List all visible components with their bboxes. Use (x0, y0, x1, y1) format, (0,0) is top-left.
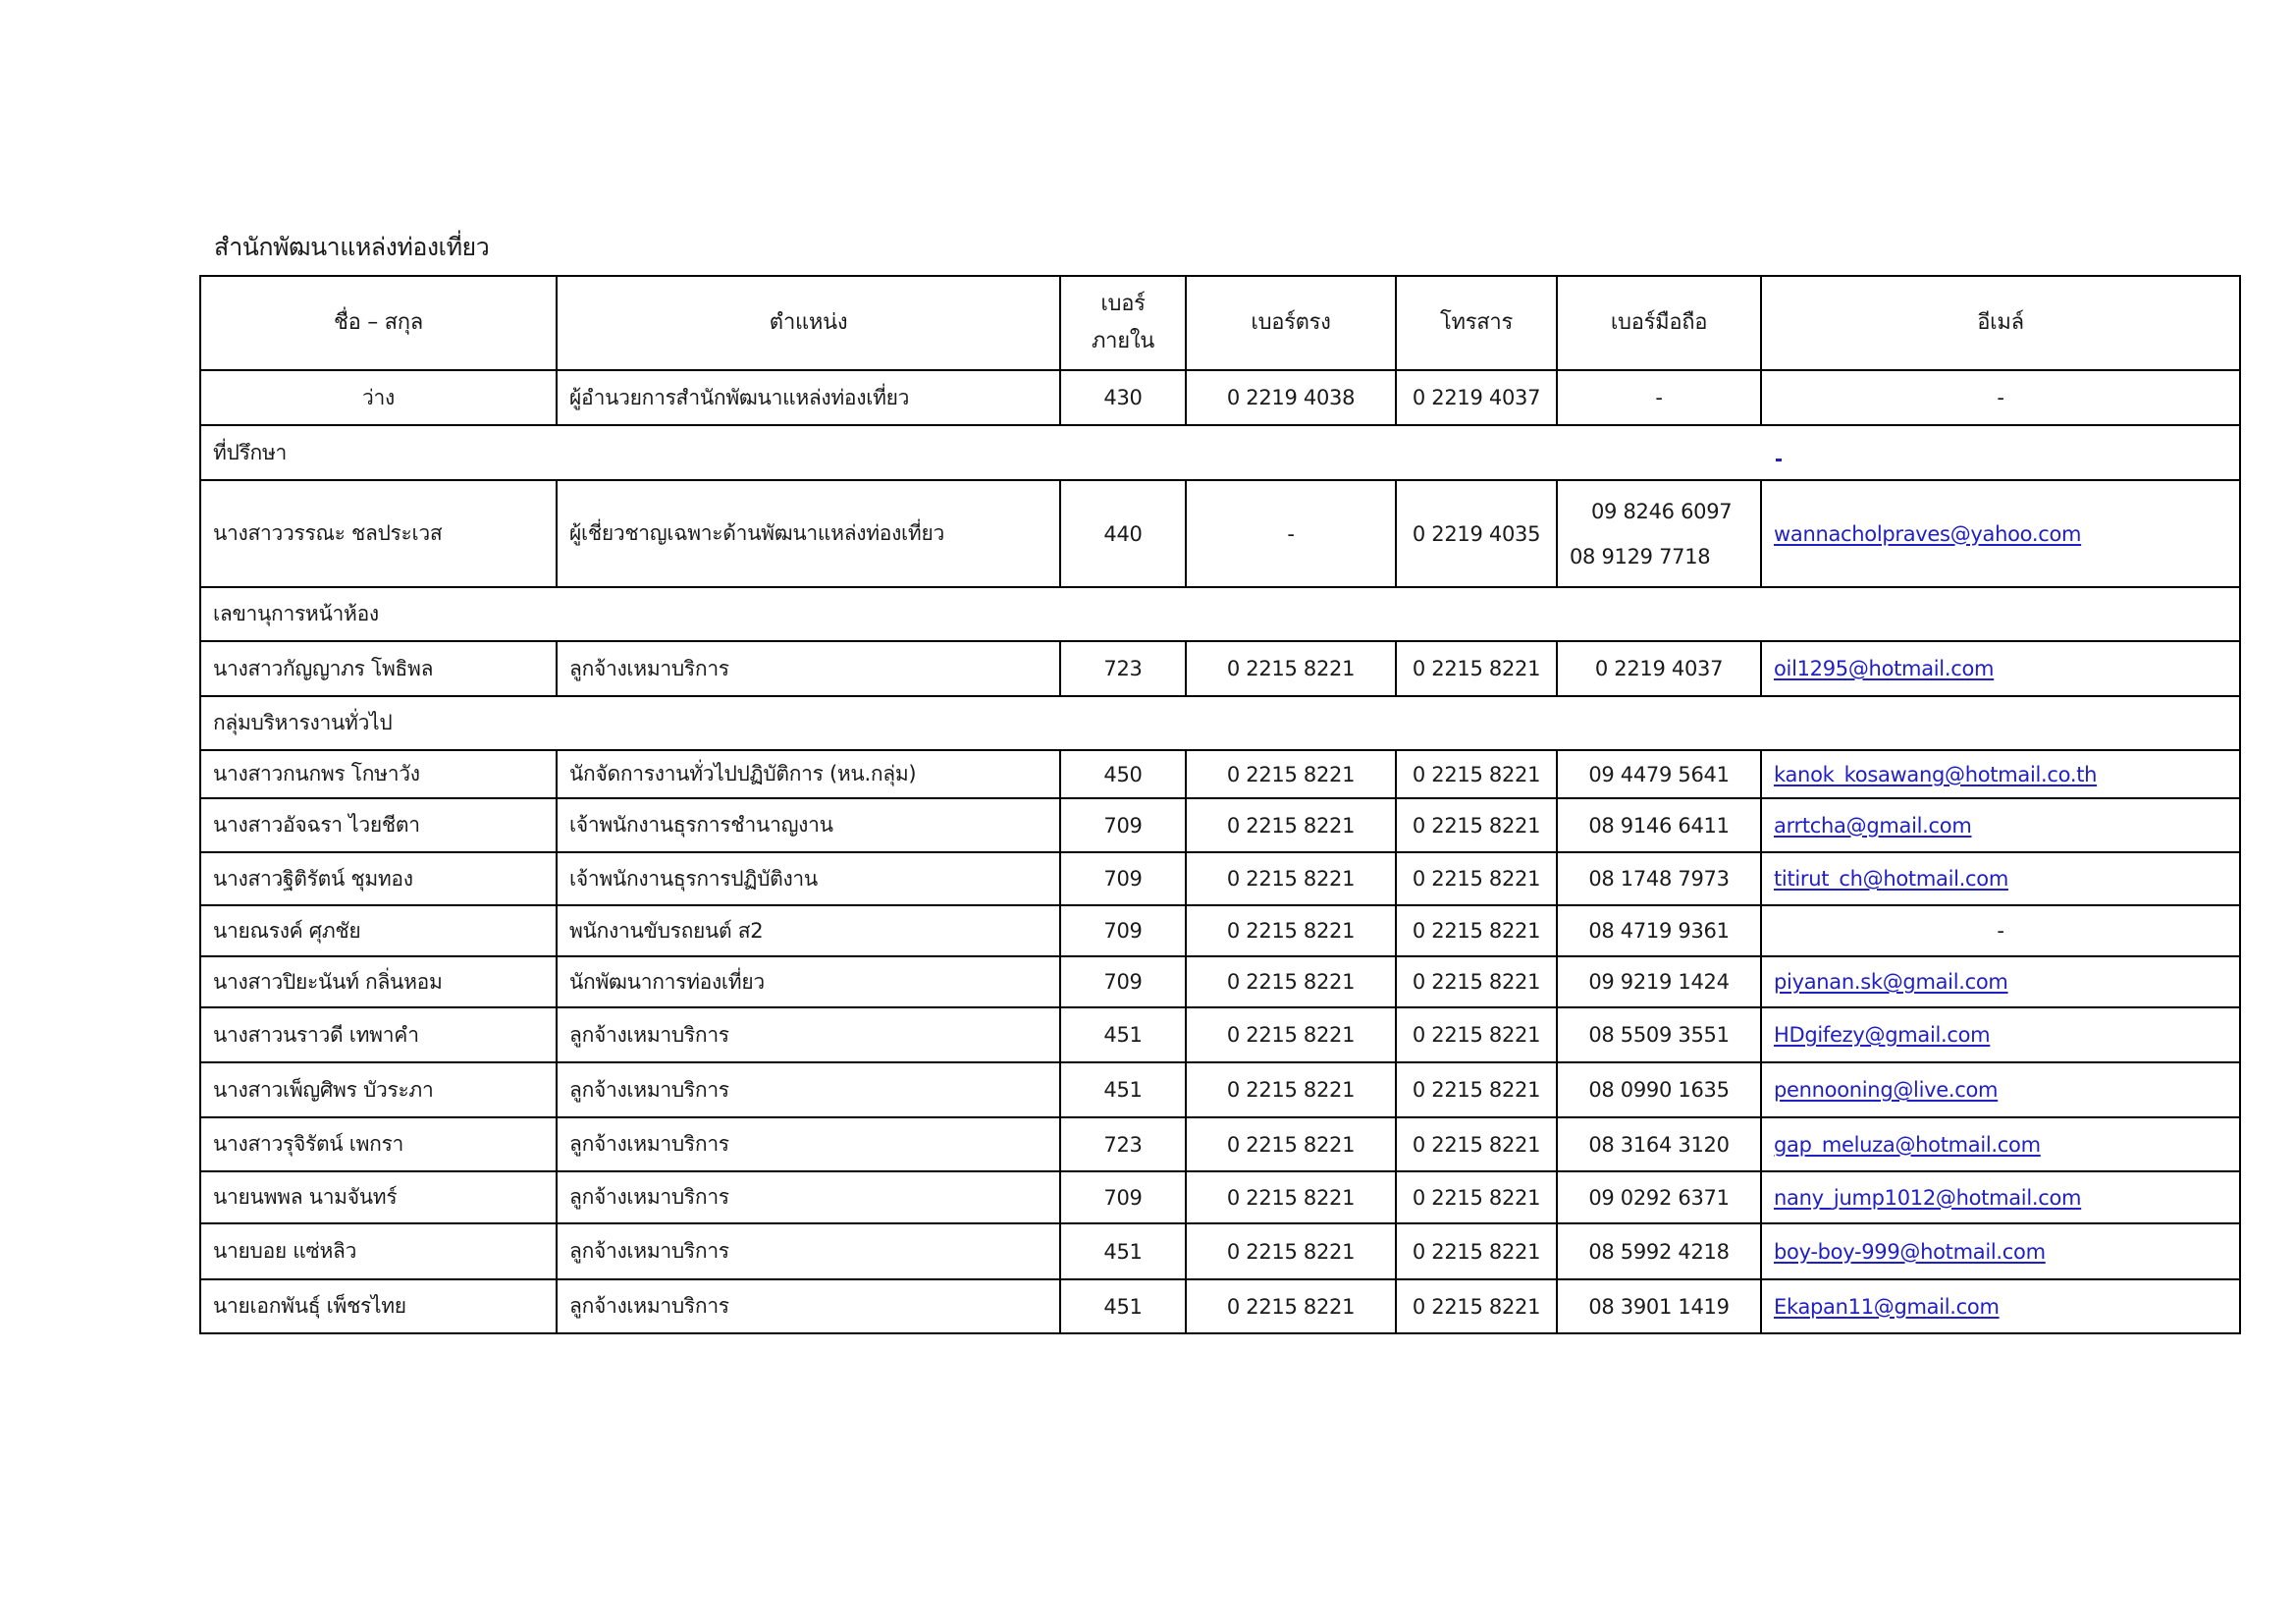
cell-extension: 709 (1060, 852, 1186, 905)
table-row (200, 1117, 2240, 1171)
cell-mobile: 0 2219 4037 (1557, 641, 1761, 696)
cell-fax: 0 2215 8221 (1396, 956, 1557, 1007)
cell-email: - (1761, 905, 2240, 956)
section-row-advisor (200, 425, 2240, 480)
header-mobile: เบอร์มือถือ (1557, 276, 1761, 370)
cell-position: ลูกจ้างเหมาบริการ (557, 1007, 1060, 1062)
cell-fax: 0 2215 8221 (1396, 905, 1557, 956)
table-row (200, 852, 2240, 905)
cell-email (1761, 1223, 2240, 1279)
cell-position: ลูกจ้างเหมาบริการ (557, 1223, 1060, 1279)
cell-direct: 0 2215 8221 (1186, 1223, 1396, 1279)
cell-position: ผู้อำนวยการสำนักพัฒนาแหล่งท่องเที่ยว (557, 370, 1060, 425)
cell-position: ลูกจ้างเหมาบริการ (557, 1279, 1060, 1333)
cell-direct: 0 2215 8221 (1186, 956, 1396, 1007)
cell-fax: 0 2215 8221 (1396, 1279, 1557, 1333)
header-row (200, 276, 2240, 370)
email-link[interactable]: titirut_ch@hotmail.com (1774, 867, 2008, 891)
cell-email (1761, 1007, 2240, 1062)
table-row (200, 750, 2240, 798)
section-label: กลุ่มบริหารงานทั่วไป (200, 696, 2240, 750)
cell-name: นายบอย แซ่หลิว (200, 1223, 557, 1279)
cell-direct: 0 2215 8221 (1186, 750, 1396, 798)
cell-direct: - (1186, 480, 1396, 587)
cell-email (1761, 1117, 2240, 1171)
page-title: สำนักพัฒนาแหล่งท่องเที่ยว (214, 233, 490, 261)
email-link[interactable]: Ekapan11@gmail.com (1774, 1294, 2000, 1319)
header-extension-line1: เบอร์ (1100, 292, 1146, 316)
cell-mobile: 09 9219 1424 (1557, 956, 1761, 1007)
cell-name: นางสาวปิยะนันท์ กลิ่นหอม (200, 956, 557, 1007)
cell-name: นางสาวกัญญาภร โพธิพล (200, 641, 557, 696)
table-row (200, 1279, 2240, 1333)
cell-name: นางสาวรุจิรัตน์ เพกรา (200, 1117, 557, 1171)
cell-fax: 0 2219 4035 (1396, 480, 1557, 587)
cell-mobile: 08 5509 3551 (1557, 1007, 1761, 1062)
cell-name: นางสาวฐิติรัตน์ ชุมทอง (200, 852, 557, 905)
table-row (200, 905, 2240, 956)
email-link[interactable]: oil1295@hotmail.com (1774, 657, 1995, 680)
cell-extension: 451 (1060, 1223, 1186, 1279)
cell-mobile: 08 9146 6411 (1557, 798, 1761, 852)
cell-name: ว่าง (200, 370, 557, 425)
cell-email (1761, 852, 2240, 905)
cell-name: นางสาวกนกพร โกษาวัง (200, 750, 557, 798)
cell-direct: 0 2219 4038 (1186, 370, 1396, 425)
cell-position: เจ้าพนักงานธุรการชำนาญงาน (557, 798, 1060, 852)
cell-email (1761, 1279, 2240, 1333)
cell-email (1761, 798, 2240, 852)
section-row-secretary (200, 587, 2240, 641)
cell-mobile: 09 4479 5641 (1557, 750, 1761, 798)
cell-email: - (1761, 370, 2240, 425)
cell-position: ลูกจ้างเหมาบริการ (557, 1062, 1060, 1117)
table-row (200, 1062, 2240, 1117)
cell-mobile: 08 1748 7973 (1557, 852, 1761, 905)
cell-extension: 709 (1060, 798, 1186, 852)
email-link[interactable]: kanok_kosawang@hotmail.co.th (1774, 762, 2098, 786)
cell-fax: 0 2215 8221 (1396, 1062, 1557, 1117)
cell-extension: 451 (1060, 1279, 1186, 1333)
mobile-number-2: 08 9129 7718 (1570, 544, 1711, 568)
cell-email (1761, 641, 2240, 696)
header-position: ตำแหน่ง (557, 276, 1060, 370)
email-link[interactable]: HDgifezy@gmail.com (1774, 1023, 1991, 1047)
table-row (200, 1171, 2240, 1223)
cell-email (1761, 956, 2240, 1007)
cell-fax: 0 2215 8221 (1396, 798, 1557, 852)
cell-direct: 0 2215 8221 (1186, 641, 1396, 696)
cell-extension: 451 (1060, 1062, 1186, 1117)
cell-mobile: 08 4719 9361 (1557, 905, 1761, 956)
cell-extension: 440 (1060, 480, 1186, 587)
cell-fax: 0 2215 8221 (1396, 1117, 1557, 1171)
cell-extension: 451 (1060, 1007, 1186, 1062)
cell-mobile (1557, 480, 1761, 587)
cell-fax: 0 2215 8221 (1396, 1223, 1557, 1279)
table-row (200, 798, 2240, 852)
section-label: ที่ปรึกษา (200, 425, 2240, 480)
header-email: อีเมล์ (1761, 276, 2240, 370)
empty-email-link-mark[interactable] (1776, 459, 1782, 461)
table-row (200, 480, 2240, 587)
cell-name: นางสาวนราวดี เทพาคำ (200, 1007, 557, 1062)
cell-extension: 709 (1060, 956, 1186, 1007)
table-row (200, 641, 2240, 696)
email-link[interactable]: nany_jump1012@hotmail.com (1774, 1185, 2082, 1210)
cell-direct: 0 2215 8221 (1186, 1279, 1396, 1333)
cell-position: เจ้าพนักงานธุรการปฏิบัติงาน (557, 852, 1060, 905)
cell-mobile: 08 3901 1419 (1557, 1279, 1761, 1333)
mobile-number-1: 09 8246 6097 (1591, 499, 1733, 523)
email-link[interactable]: gap_meluza@hotmail.com (1774, 1132, 2041, 1157)
cell-name: นางสาวอัจฉรา ไวยชีตา (200, 798, 557, 852)
cell-direct: 0 2215 8221 (1186, 1062, 1396, 1117)
email-link[interactable]: piyanan.sk@gmail.com (1774, 970, 2008, 994)
cell-extension: 430 (1060, 370, 1186, 425)
cell-fax: 0 2215 8221 (1396, 1171, 1557, 1223)
cell-extension: 709 (1060, 1171, 1186, 1223)
cell-direct: 0 2215 8221 (1186, 1007, 1396, 1062)
header-extension-line2: ภายใน (1091, 329, 1155, 353)
table-row (200, 1007, 2240, 1062)
cell-direct: 0 2215 8221 (1186, 1117, 1396, 1171)
cell-position: ลูกจ้างเหมาบริการ (557, 641, 1060, 696)
cell-extension: 450 (1060, 750, 1186, 798)
cell-position: ผู้เชี่ยวชาญเฉพาะด้านพัฒนาแหล่งท่องเที่ยว (557, 480, 1060, 587)
cell-direct: 0 2215 8221 (1186, 1171, 1396, 1223)
header-fax: โทรสาร (1396, 276, 1557, 370)
section-row-general-admin (200, 696, 2240, 750)
table-row (200, 1223, 2240, 1279)
cell-mobile: 08 5992 4218 (1557, 1223, 1761, 1279)
cell-name: นางสาวเพ็ญศิพร บัวระภา (200, 1062, 557, 1117)
cell-email (1761, 480, 2240, 587)
cell-direct: 0 2215 8221 (1186, 852, 1396, 905)
cell-extension: 723 (1060, 641, 1186, 696)
cell-position: นักพัฒนาการท่องเที่ยว (557, 956, 1060, 1007)
cell-email (1761, 750, 2240, 798)
cell-name: นายนพพล นามจันทร์ (200, 1171, 557, 1223)
cell-fax: 0 2215 8221 (1396, 750, 1557, 798)
header-direct: เบอร์ตรง (1186, 276, 1396, 370)
cell-mobile: 09 0292 6371 (1557, 1171, 1761, 1223)
staff-directory-table (199, 275, 2241, 1334)
cell-direct: 0 2215 8221 (1186, 798, 1396, 852)
cell-fax: 0 2219 4037 (1396, 370, 1557, 425)
cell-fax: 0 2215 8221 (1396, 852, 1557, 905)
director-row (200, 370, 2240, 425)
header-extension (1060, 276, 1186, 370)
cell-position: นักจัดการงานทั่วไปปฏิบัติการ (หน.กลุ่ม) (557, 750, 1060, 798)
cell-position: พนักงานขับรถยนต์ ส2 (557, 905, 1060, 956)
cell-fax: 0 2215 8221 (1396, 641, 1557, 696)
cell-mobile: 08 3164 3120 (1557, 1117, 1761, 1171)
cell-email (1761, 1171, 2240, 1223)
cell-name: นางสาววรรณะ ชลประเวส (200, 480, 557, 587)
email-link[interactable]: wannacholpraves@yahoo.com (1774, 521, 2082, 546)
cell-name: นายเอกพันธุ์ เพ็ชรไทย (200, 1279, 557, 1333)
cell-position: ลูกจ้างเหมาบริการ (557, 1171, 1060, 1223)
cell-extension: 709 (1060, 905, 1186, 956)
cell-direct: 0 2215 8221 (1186, 905, 1396, 956)
cell-extension: 723 (1060, 1117, 1186, 1171)
email-link[interactable]: pennooning@live.com (1774, 1078, 1999, 1102)
cell-mobile: - (1557, 370, 1761, 425)
email-link[interactable]: arrtcha@gmail.com (1774, 813, 1972, 838)
cell-mobile: 08 0990 1635 (1557, 1062, 1761, 1117)
cell-position: ลูกจ้างเหมาบริการ (557, 1117, 1060, 1171)
cell-email (1761, 1062, 2240, 1117)
table-row (200, 956, 2240, 1007)
section-label: เลขานุการหน้าห้อง (200, 587, 2240, 641)
cell-name: นายณรงค์ ศุภชัย (200, 905, 557, 956)
cell-fax: 0 2215 8221 (1396, 1007, 1557, 1062)
header-name: ชื่อ – สกุล (200, 276, 557, 370)
email-link[interactable]: boy-boy-999@hotmail.com (1774, 1239, 2046, 1264)
